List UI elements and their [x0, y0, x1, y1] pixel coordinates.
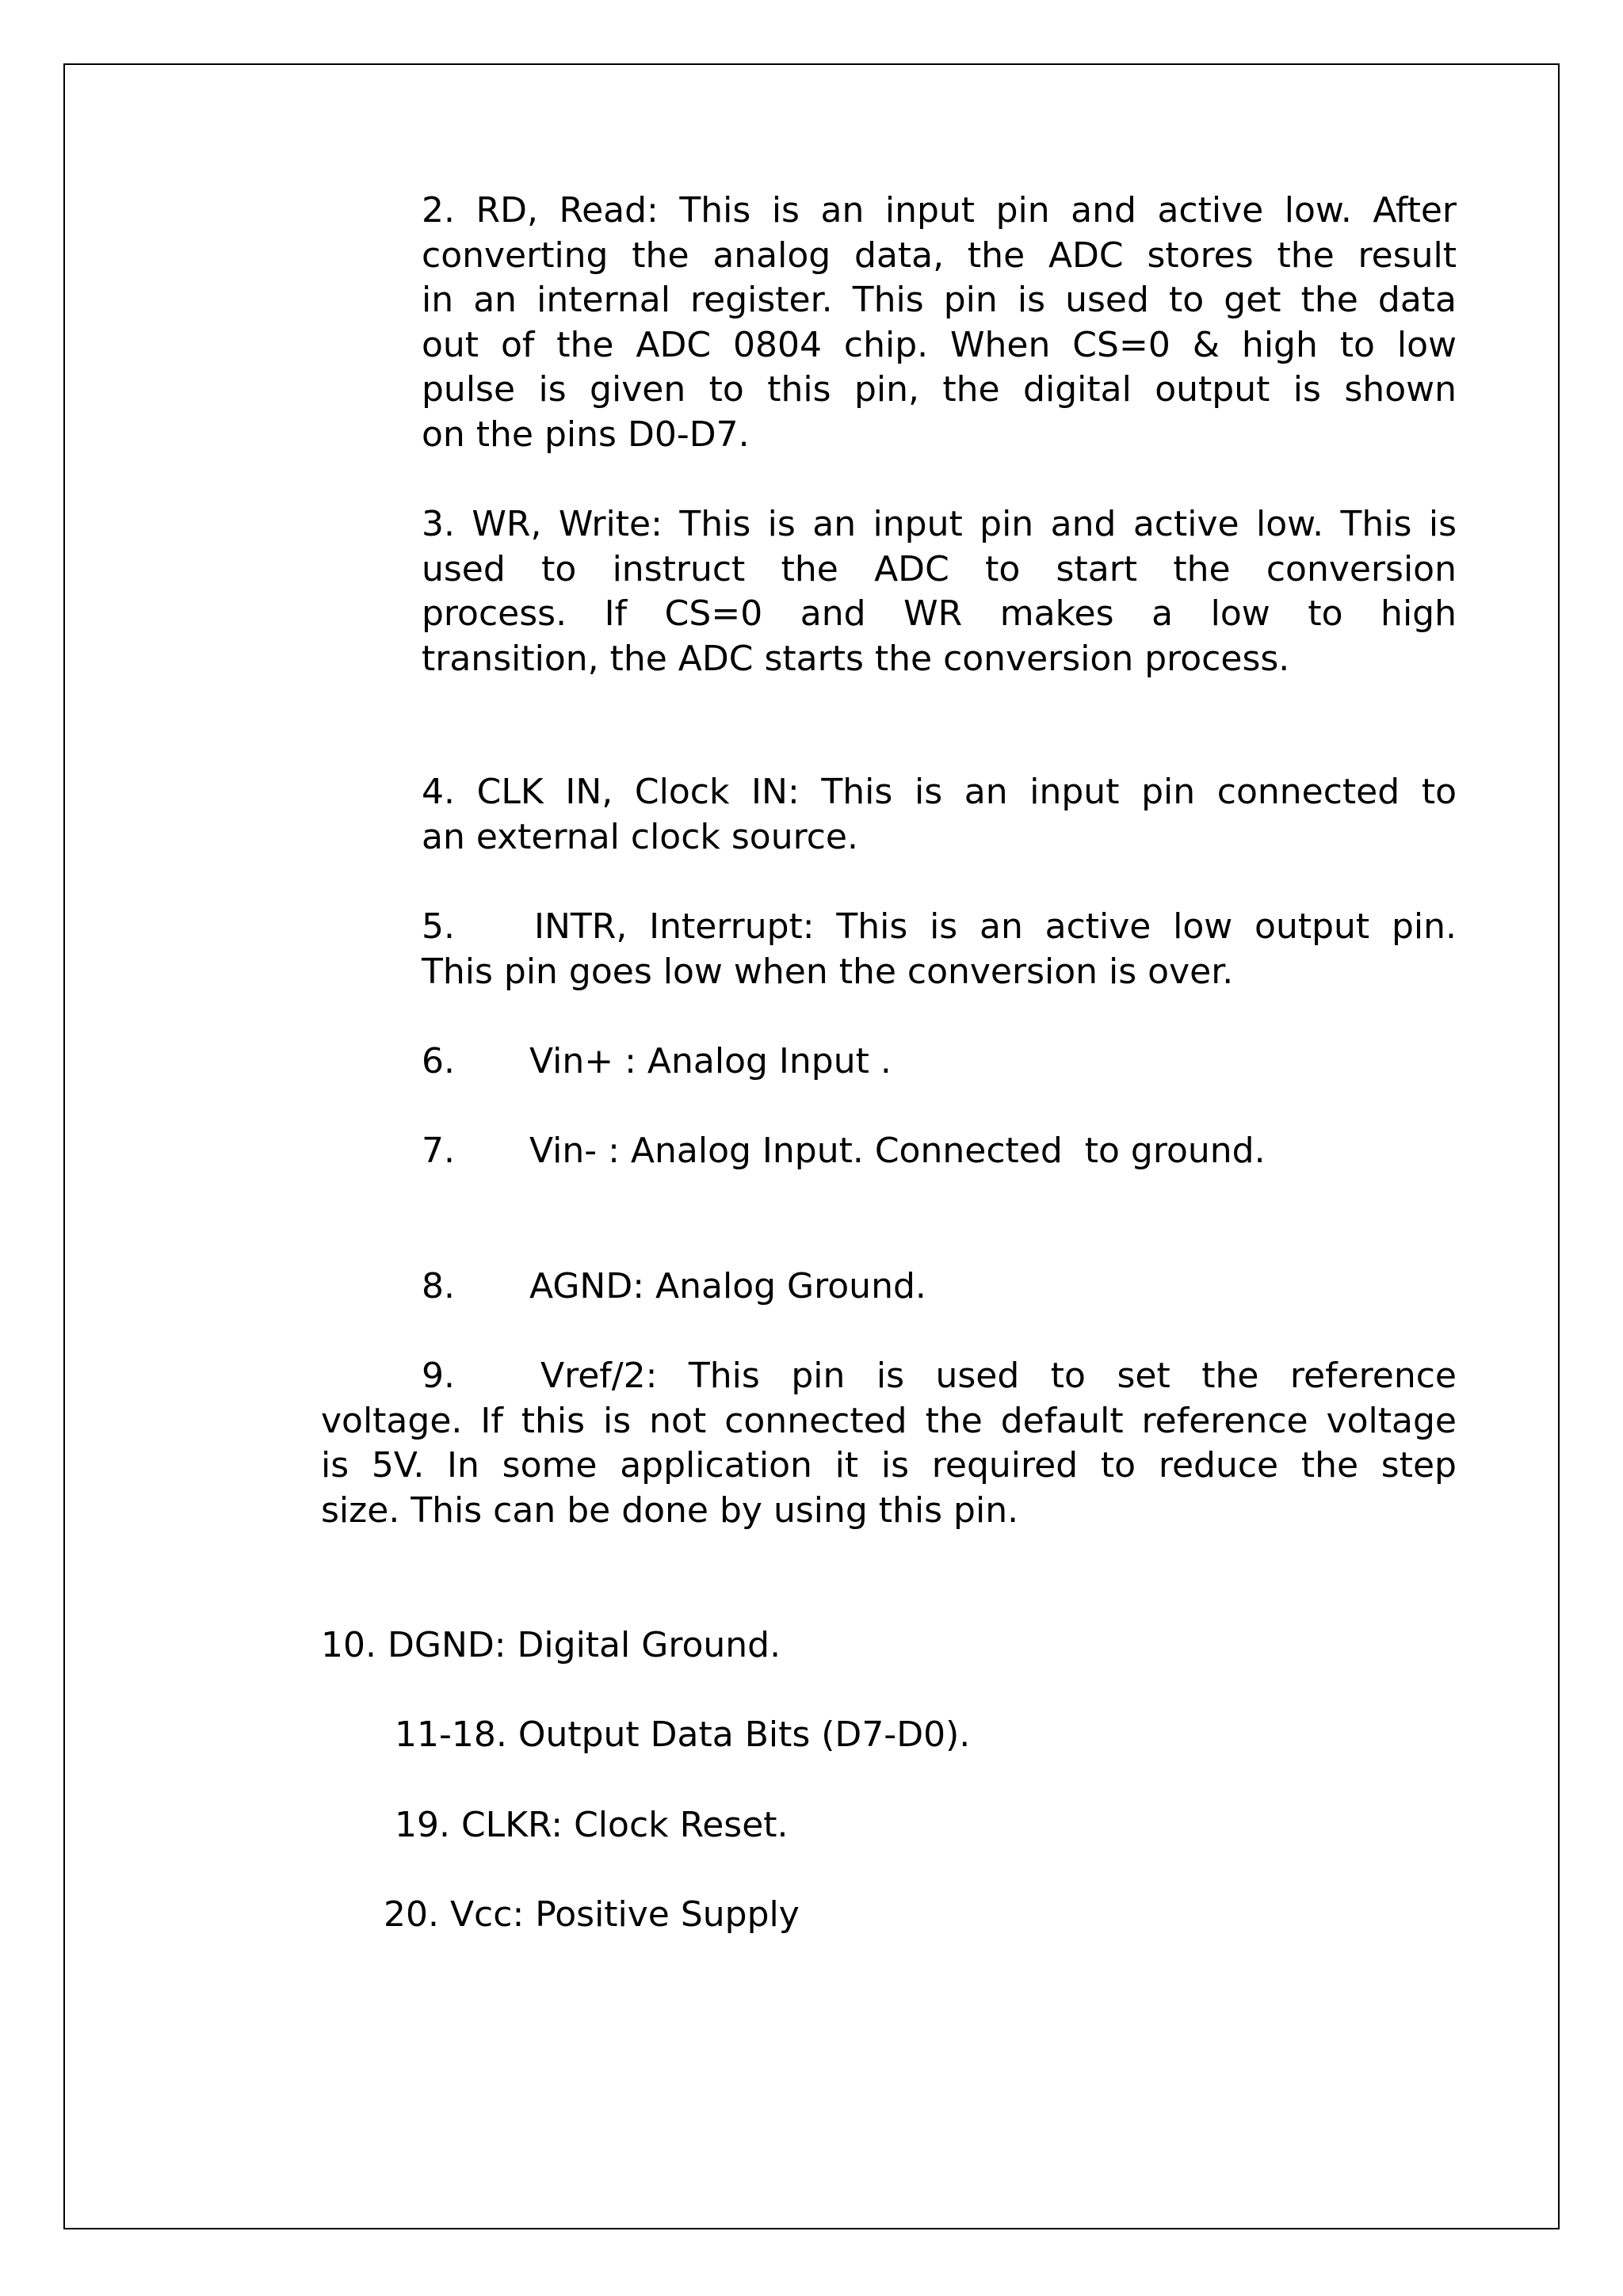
text-line: size. This can be done by using this pin.: [321, 1489, 1019, 1531]
text-line: [422, 905, 1457, 950]
item-text: 10. DGND: Digital Ground.: [321, 1625, 781, 1665]
item-number: 7.: [422, 1131, 455, 1171]
text-line: 4. CLK IN, Clock IN: This is an input pin connected to: [422, 772, 1457, 812]
item-text: Vin- : Analog Input. Connected to ground.: [529, 1131, 1266, 1171]
item-wr-write: [422, 502, 1457, 681]
item-vref: [321, 1354, 1457, 1533]
text-line: is 5V. In some application it is required to reduce the step: [321, 1445, 1457, 1486]
item-text: Vref/2: This pin is used to set the reference: [540, 1356, 1457, 1396]
text-line: process. If CS=0 and WR makes a low to high: [422, 593, 1457, 634]
item-number: 6.: [422, 1041, 455, 1081]
text-line: 3. WR, Write: This is an input pin and active low. This is: [422, 504, 1457, 544]
item-text: 11-18. Output Data Bits (D7-D0).: [395, 1714, 971, 1755]
item-number: 5.: [422, 906, 455, 947]
item-agnd: [422, 1264, 1457, 1310]
text-line: pulse is given to this pin, the digital output is shown: [422, 369, 1457, 410]
item-text: 20. Vcc: Positive Supply: [384, 1894, 800, 1935]
text-line: in an internal register. This pin is used to get the data: [422, 280, 1457, 320]
text-line: 2. RD, Read: This is an input pin and active low. After: [422, 190, 1457, 231]
item-text: 19. CLKR: Clock Reset.: [395, 1805, 789, 1845]
item-clkr: [395, 1803, 1457, 1848]
text-line: an external clock source.: [422, 816, 858, 857]
item-intr: [422, 905, 1457, 994]
text-line: voltage. If this is not connected the default reference voltage: [321, 1400, 1457, 1441]
item-vin-minus: [422, 1129, 1457, 1174]
item-text: AGND: Analog Ground.: [529, 1266, 926, 1306]
item-text: Vin+ : Analog Input .: [529, 1041, 892, 1081]
item-output-bits: [395, 1713, 1457, 1758]
text-line: This pin goes low when the conversion is over.: [422, 951, 1234, 992]
item-text: INTR, Interrupt: This is an active low output pin.: [534, 906, 1457, 947]
item-clk-in: [422, 770, 1457, 860]
text-line: transition, the ADC starts the conversion process.: [422, 638, 1290, 679]
item-dgnd: [321, 1623, 1457, 1669]
item-number: 8.: [422, 1266, 455, 1306]
item-number: 9.: [422, 1356, 455, 1396]
item-vcc: [384, 1893, 1457, 1938]
text-line: out of the ADC 0804 chip. When CS=0 & high to low: [422, 324, 1457, 365]
text-line: on the pins D0-D7.: [422, 414, 750, 455]
text-line: used to instruct the ADC to start the conversion: [422, 548, 1457, 589]
text-line: converting the analog data, the ADC stores the result: [422, 235, 1457, 276]
item-rd-read: [422, 189, 1457, 457]
text-line: [321, 1354, 1457, 1399]
item-vin-plus: [422, 1039, 1457, 1085]
